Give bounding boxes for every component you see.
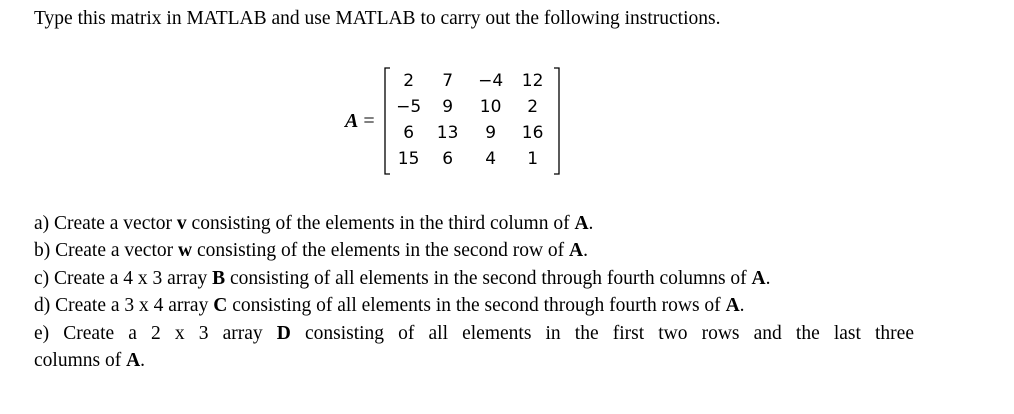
- matrix-cell: 15: [397, 149, 420, 169]
- matrix-cell: 4: [485, 149, 497, 169]
- matrix-cell: 9: [485, 123, 497, 143]
- matrix-cell: 6: [442, 149, 454, 169]
- matrix-name: A: [345, 109, 359, 132]
- instruction-d: d) Create a 3 x 4 array C consisting of all elements in the second through fourth rows of A.: [34, 295, 745, 317]
- matrix-cell: 1: [527, 149, 539, 169]
- matrix-cell: 12: [521, 71, 544, 91]
- instruction-e: e) Create a 2 x 3 array D consisting of all elements in the first two rows and the last three: [34, 322, 914, 344]
- right-bracket: [553, 67, 561, 175]
- matrix-cell: −5: [396, 97, 422, 117]
- instructions-list: [34, 210, 914, 374]
- matrix-cell: 6: [403, 123, 415, 143]
- matrix-cell: 9: [442, 97, 454, 117]
- matrix-cell: 16: [521, 123, 544, 143]
- instruction-b: b) Create a vector w consisting of the elements in the second row of A.: [34, 240, 588, 262]
- matrix-cell: 2: [403, 71, 415, 91]
- matrix-grid: [391, 67, 553, 175]
- matrix-cell: 13: [436, 123, 459, 143]
- instruction-c: c) Create a 4 x 3 array B consisting of all elements in the second through fourth columns of A.: [34, 267, 771, 289]
- equals-sign: =: [363, 109, 375, 132]
- left-bracket: [383, 67, 391, 175]
- instruction-e-continued: columns of A.: [34, 350, 146, 372]
- matrix-cell: −4: [478, 71, 504, 91]
- matrix-cell: 10: [479, 97, 502, 117]
- matrix-cell: 7: [442, 71, 454, 91]
- matrix-cell: 2: [527, 97, 539, 117]
- matrix-equation: [345, 66, 561, 176]
- matrix-label: [345, 110, 375, 133]
- instruction-a: a) Create a vector v consisting of the elements in the third column of A.: [34, 213, 594, 234]
- matrix-a: [383, 67, 561, 175]
- instruction-text: Type this matrix in MATLAB and use MATLAB to carry out the following instructions.: [34, 8, 721, 29]
